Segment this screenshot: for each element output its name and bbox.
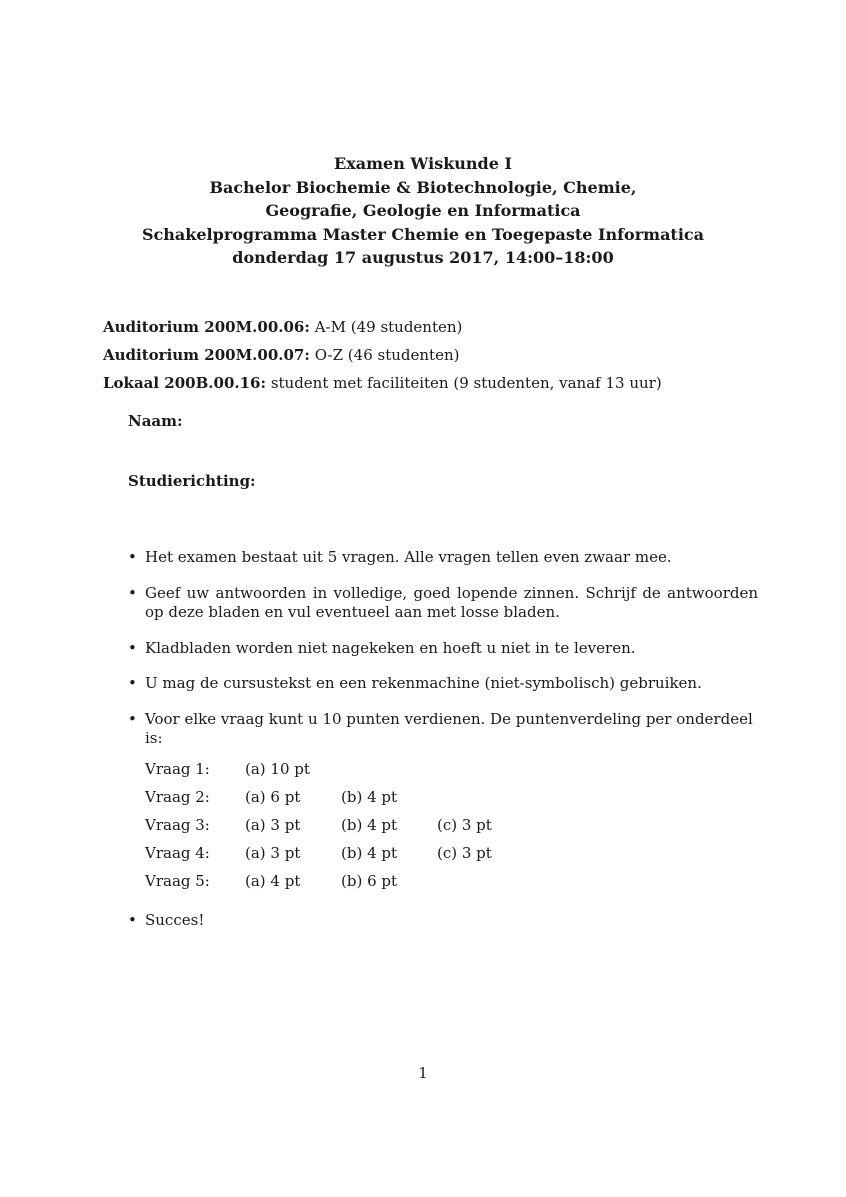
room-line	[103, 316, 662, 344]
room-label: Auditorium 200M.00.06:	[103, 318, 310, 336]
study-label: Studierichting:	[128, 472, 256, 490]
list-item	[128, 584, 758, 623]
part-points: (b) 4 pt	[341, 787, 398, 806]
part-points	[437, 783, 533, 811]
list-item	[128, 911, 758, 931]
exam-date: donderdag 17 augustus 2017, 14:00–18:00	[232, 248, 614, 267]
instruction-text: Geef uw antwoorden in volledige, goed lopende zinnen. Schrijf de antwoorden op deze bladen en vul eventueel aan met losse bladen.	[145, 583, 758, 621]
list-item	[128, 674, 758, 694]
room-list	[103, 316, 662, 400]
program-line-3: Schakelprogramma Master Chemie en Toegepaste Informatica	[141, 224, 705, 244]
room-label: Auditorium 200M.00.07:	[103, 346, 310, 364]
part-points: (a) 6 pt	[245, 787, 301, 806]
bullet-icon: •	[128, 674, 137, 692]
question-label: Vraag 1:	[145, 759, 210, 778]
exam-title-block	[0, 152, 846, 270]
exam-title: Examen Wiskunde I	[334, 154, 512, 173]
bullet-icon: •	[128, 709, 137, 728]
points-table	[145, 755, 758, 895]
question-label: Vraag 4:	[145, 843, 210, 862]
instruction-text: Voor elke vraag kunt u 10 punten verdienen. De puntenverdeling per onderdeel is:	[145, 709, 753, 747]
question-label: Vraag 5:	[145, 871, 210, 890]
instruction-text: U mag de cursustekst en een rekenmachine (niet-symbolisch) gebruiken.	[145, 674, 702, 692]
program-line-1: Bachelor Biochemie & Biotechnologie, Chemie,	[209, 177, 637, 197]
question-label: Vraag 2:	[145, 787, 210, 806]
room-line	[103, 372, 662, 400]
part-points: (a) 3 pt	[245, 815, 301, 834]
part-points: (b) 4 pt	[341, 843, 398, 862]
instruction-list	[128, 548, 758, 930]
bullet-icon: •	[128, 548, 137, 566]
table-row	[145, 867, 758, 895]
table-row	[145, 755, 758, 783]
instruction-text: Kladbladen worden niet nagekeken en hoeft u niet in te leveren.	[145, 638, 636, 657]
table-row	[145, 839, 758, 867]
table-row	[145, 783, 758, 811]
bullet-icon: •	[128, 583, 137, 602]
instruction-text: Het examen bestaat uit 5 vragen. Alle vragen tellen even zwaar mee.	[145, 548, 672, 566]
list-item	[128, 639, 758, 659]
room-text: student met faciliteiten (9 studenten, vanaf 13 uur)	[270, 374, 662, 392]
program-line-2: Geografie, Geologie en Informatica	[265, 201, 581, 220]
bullet-icon: •	[128, 910, 137, 929]
name-label: Naam:	[128, 412, 183, 430]
part-points: (c) 3 pt	[437, 815, 492, 834]
part-points: (b) 4 pt	[341, 815, 398, 834]
part-points: (a) 4 pt	[245, 871, 301, 890]
room-label: Lokaal 200B.00.16:	[103, 374, 267, 392]
part-points: (c) 3 pt	[437, 843, 492, 862]
room-text: A-M (49 studenten)	[314, 318, 463, 336]
part-points	[341, 755, 437, 783]
room-line	[103, 344, 662, 372]
part-points: (a) 3 pt	[245, 843, 301, 862]
part-points: (a) 10 pt	[245, 759, 310, 778]
page-number: 1	[418, 1064, 428, 1082]
instruction-text: Succes!	[145, 910, 205, 929]
question-label: Vraag 3:	[145, 815, 210, 834]
room-text: O-Z (46 studenten)	[314, 346, 460, 364]
part-points: (b) 6 pt	[341, 871, 398, 890]
part-points	[437, 867, 533, 895]
part-points	[437, 755, 533, 783]
table-row	[145, 811, 758, 839]
list-item	[128, 548, 758, 568]
list-item	[128, 710, 758, 895]
bullet-icon: •	[128, 638, 137, 657]
